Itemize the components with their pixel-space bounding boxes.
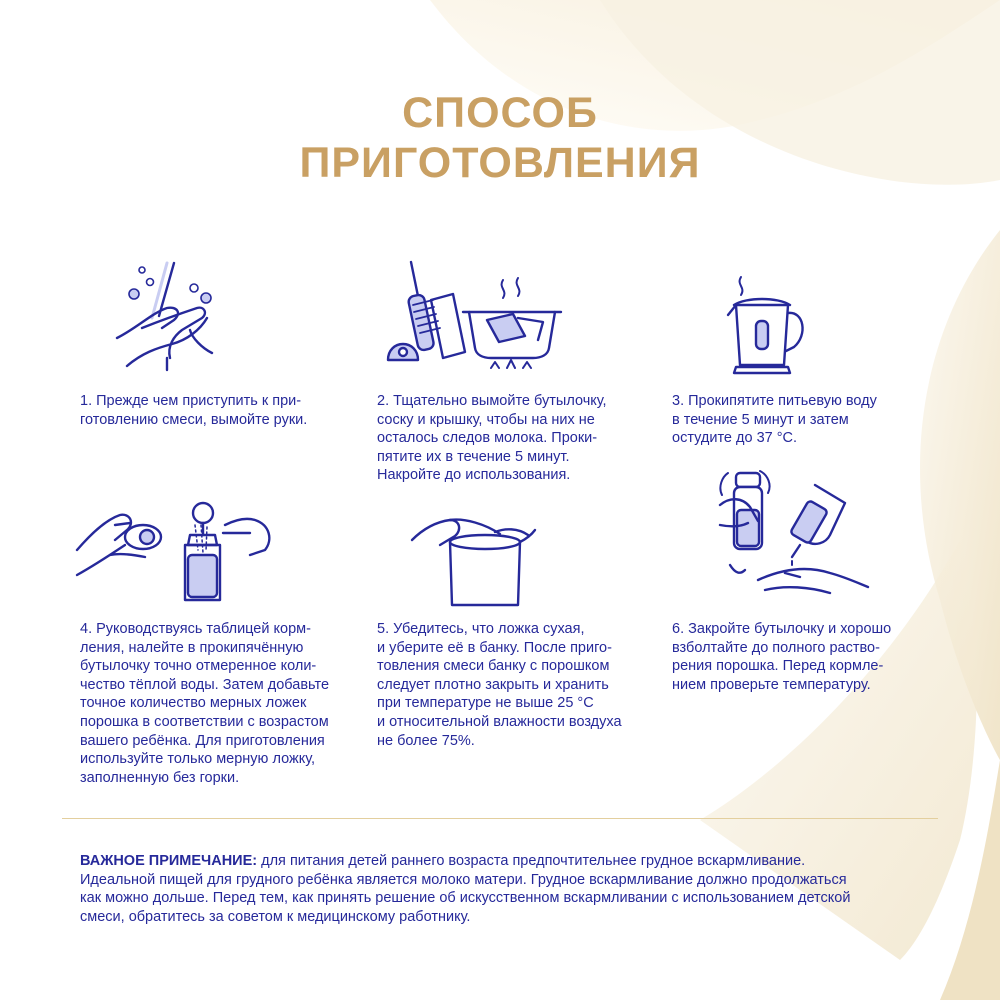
page-title <box>0 88 1000 188</box>
important-note <box>80 852 930 926</box>
step-1 <box>80 392 330 429</box>
note-label: ВАЖНОЕ ПРИМЕЧАНИЕ: <box>80 853 258 869</box>
close-can-icon <box>410 510 545 610</box>
step-2-text: 2. Тщательно вымойте бутылочку, соску и крышку, чтобы на них не осталось следов молока. Проки- пятите их в течение 5 минут. Накройте до использования. <box>377 393 607 484</box>
washing-hands-icon <box>112 258 222 378</box>
step-6 <box>672 620 922 694</box>
kettle-icon <box>726 275 811 375</box>
step-4 <box>80 620 330 787</box>
step-5-text: 5. Убедитесь, что ложка сухая, и уберите её в банку. После приго- товления смеси банку с порошком следует плотно закрыть и хранить при температуре не выше 25 °C и относительной влажности воздуха не более 75%. <box>377 621 622 749</box>
step-5 <box>377 620 627 750</box>
step-2 <box>377 392 627 485</box>
shake-bottle-icon <box>710 465 870 600</box>
title-line-2: ПРИГОТОВЛЕНИЯ <box>299 139 701 187</box>
step-3-text: 3. Прокипятите питьевую воду в течение 5 минут и затем остудите до 37 °C. <box>672 393 877 447</box>
measuring-spoon-icon <box>75 495 275 605</box>
step-1-text: 1. Прежде чем приступить к при- готовлению смеси, вымойте руки. <box>80 393 308 428</box>
divider <box>62 818 938 819</box>
step-3 <box>672 392 922 448</box>
bottle-brush-sterilize-icon <box>383 260 568 375</box>
title-line-1: СПОСОБ <box>402 89 598 137</box>
step-6-text: 6. Закройте бутылочку и хорошо взболтайте до полного раство- рения порошка. Перед кормле- нием проверьте температуру. <box>672 621 892 693</box>
note-text: для питания детей раннего возраста предпочтительнее грудное вскармливание. Идеальной пищей для грудного ребёнка является молоко матери. Грудное вскармливание должно продолжаться как можно дольше. Перед тем, как принять решение об искусственном вскармливании с использованием детской смеси, обратитесь за советом к медицинскому работнику. <box>80 853 851 925</box>
step-4-text: 4. Руководствуясь таблицей корм- ления, налейте в прокипячённую бутылочку точно отмеренное коли- чество тёплой воды. Затем добавьте точное количество мерных ложек порошка в соответствии с возрастом вашего ребёнка. Для приготовления используйте только мерную ложку, заполненную без горки. <box>80 621 330 786</box>
